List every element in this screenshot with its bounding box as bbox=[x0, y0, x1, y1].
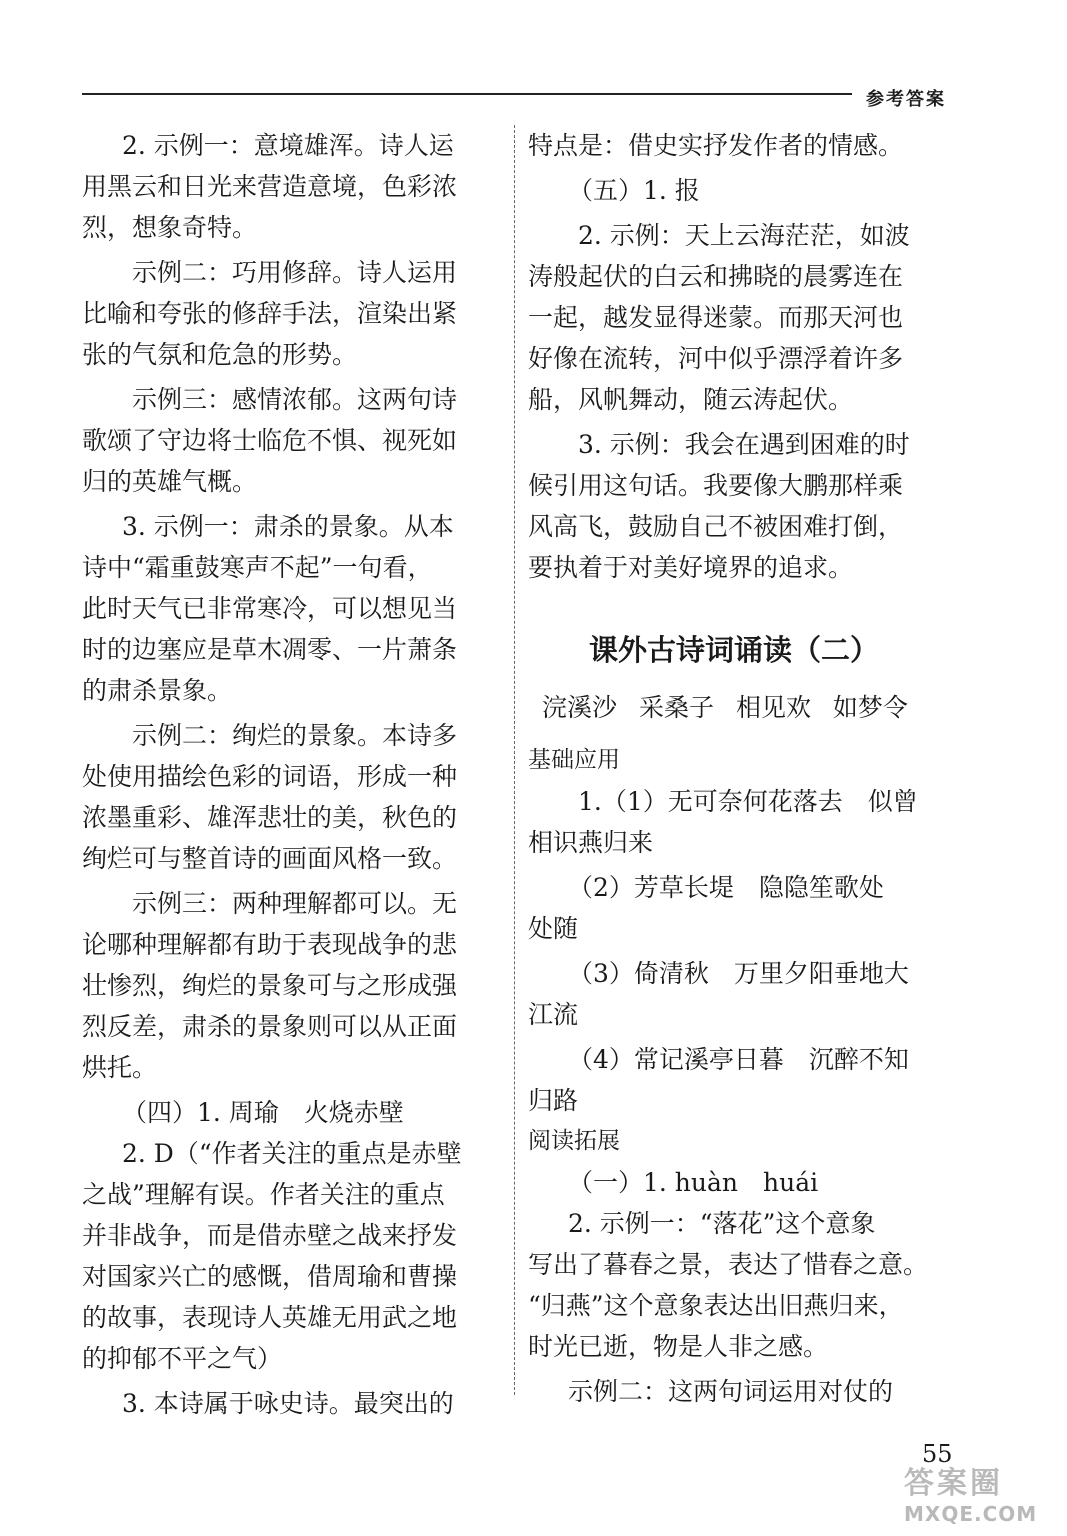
text-line: 写出了暮春之景，表达了惜春之意。 bbox=[528, 1250, 929, 1279]
text-line: 2. 示例一：意境雄浑。诗人运 bbox=[122, 131, 454, 160]
text-line: 处使用描绘色彩的词语，形成一种 bbox=[82, 762, 458, 791]
text-line: 候引用这句话。我要像大鹏那样乘 bbox=[528, 471, 904, 500]
text-line: 此时天气已非常寒冷，可以想见当 bbox=[82, 594, 458, 623]
text-line: 时光已逝，物是人非之感。 bbox=[528, 1332, 829, 1361]
right-column bbox=[528, 125, 940, 1412]
text-line: 的肃杀景象。 bbox=[82, 676, 233, 705]
text-line: 船，风帆舞动，随云涛起伏。 bbox=[528, 385, 854, 414]
text-line: 张的气氛和危急的形势。 bbox=[82, 340, 358, 369]
poem-title: 采桑子 bbox=[638, 693, 714, 722]
text-line: 相识燕归来 bbox=[528, 828, 654, 857]
watermark-text: 答案圈 bbox=[904, 1466, 1003, 1501]
text-line: （四）1. 周瑜 火烧赤壁 bbox=[122, 1098, 404, 1127]
running-header: 参考答案 bbox=[866, 89, 946, 110]
text-line: 一起，越发显得迷蒙。而那天河也 bbox=[528, 303, 904, 332]
text-line: 3. 示例：我会在遇到困难的时 bbox=[578, 430, 910, 459]
category-heading: 基础应用 bbox=[528, 747, 620, 773]
text-line: 示例三：感情浓郁。这两句诗 bbox=[132, 385, 458, 414]
text-line: 时的边塞应是草木凋零、一片萧条 bbox=[82, 635, 458, 664]
text-line: 对国家兴亡的感慨，借周瑜和曹操 bbox=[82, 1262, 458, 1291]
text-line: 歌颂了守边将士临危不惧、视死如 bbox=[82, 426, 458, 455]
text-line: 之战”理解有误。作者关注的重点 bbox=[82, 1180, 445, 1209]
column-divider bbox=[514, 125, 515, 1395]
text-line: 的故事，表现诗人英雄无用武之地 bbox=[82, 1303, 458, 1332]
text-line: 涛般起伏的白云和拂晓的晨雾连在 bbox=[528, 262, 904, 291]
text-line: （4）常记溪亭日暮 沉醉不知 bbox=[568, 1045, 909, 1074]
text-line: 2. 示例：天上云海茫茫，如波 bbox=[578, 221, 910, 250]
poem-title: 浣溪沙 bbox=[542, 693, 618, 722]
left-column bbox=[82, 125, 492, 1424]
text-line: 比喻和夸张的修辞手法，渲染出紧 bbox=[82, 299, 458, 328]
poem-title-list bbox=[528, 680, 940, 736]
text-line: 并非战争，而是借赤壁之战来抒发 bbox=[82, 1221, 458, 1250]
poem-title: 如梦令 bbox=[832, 693, 908, 722]
text-line: 浓墨重彩、雄浑悲壮的美，秋色的 bbox=[82, 803, 458, 832]
page-number: 55 bbox=[922, 1440, 953, 1468]
text-line: 论哪种理解都有助于表现战争的悲 bbox=[82, 930, 458, 959]
header-rule bbox=[82, 93, 852, 95]
text-line: 风高飞，鼓励自己不被困难打倒， bbox=[528, 512, 904, 541]
text-line: （五）1. 报 bbox=[568, 176, 700, 205]
text-line: 烈反差，肃杀的景象则可以从正面 bbox=[82, 1012, 458, 1041]
text-line: 壮惨烈，绚烂的景象可与之形成强 bbox=[82, 971, 458, 1000]
text-line: 3. 本诗属于咏史诗。最突出的 bbox=[122, 1389, 454, 1418]
text-line: 处随 bbox=[528, 914, 579, 943]
text-line: 3. 示例一：肃杀的景象。从本 bbox=[122, 512, 454, 541]
text-line: （一）1. huàn huái bbox=[568, 1168, 819, 1197]
text-line: 归的英雄气概。 bbox=[82, 467, 258, 496]
watermark-url: MXQE.COM bbox=[904, 1502, 1038, 1526]
text-line: 示例二：绚烂的景象。本诗多 bbox=[132, 721, 458, 750]
text-line: 特点是：借史实抒发作者的情感。 bbox=[528, 131, 904, 160]
text-line: （3）倚清秋 万里夕阳垂地大 bbox=[568, 959, 909, 988]
section-title: 课外古诗词诵读（二） bbox=[588, 633, 879, 667]
text-line: 好像在流转，河中似乎漂浮着许多 bbox=[528, 344, 904, 373]
text-line: 用黑云和日光来营造意境，色彩浓 bbox=[82, 172, 458, 201]
text-line: 2. D（“作者关注的重点是赤壁 bbox=[122, 1139, 462, 1168]
text-line: 示例二：这两句词运用对仗的 bbox=[568, 1377, 894, 1406]
poem-title: 相见欢 bbox=[735, 693, 811, 722]
text-line: “归燕”这个意象表达出旧燕归来， bbox=[528, 1291, 904, 1320]
text-line: 要执着于对美好境界的追求。 bbox=[528, 553, 854, 582]
category-heading: 阅读拓展 bbox=[528, 1128, 620, 1154]
text-line: 归路 bbox=[528, 1086, 579, 1115]
text-line: 绚烂可与整首诗的画面风格一致。 bbox=[82, 844, 458, 873]
text-line: 2. 示例一：“落花”这个意象 bbox=[568, 1209, 876, 1238]
watermark-logo bbox=[904, 1458, 1054, 1530]
text-line: 示例三：两种理解都可以。无 bbox=[132, 889, 458, 918]
text-line: 烘托。 bbox=[82, 1053, 158, 1082]
text-line: 江流 bbox=[528, 1000, 579, 1029]
text-line: 诗中“霜重鼓寒声不起”一句看， bbox=[82, 553, 433, 582]
text-line: 的抑郁不平之气） bbox=[82, 1344, 283, 1373]
text-line: 烈，想象奇特。 bbox=[82, 213, 258, 242]
text-line: 1.（1）无可奈何花落去 似曾 bbox=[578, 787, 918, 816]
text-line: 示例二：巧用修辞。诗人运用 bbox=[132, 258, 458, 287]
text-line: （2）芳草长堤 隐隐笙歌处 bbox=[568, 873, 884, 902]
